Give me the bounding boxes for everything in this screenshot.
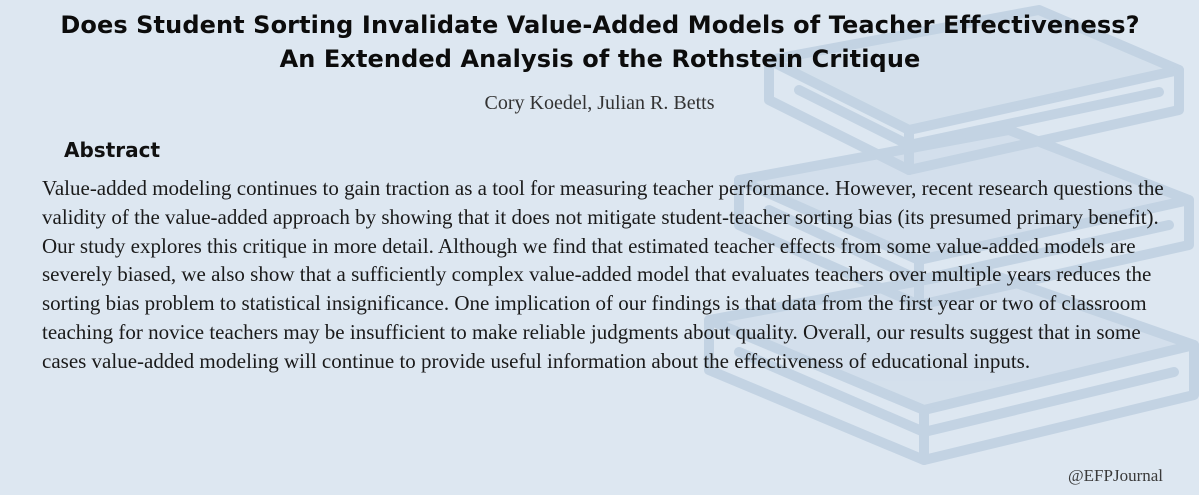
article-authors: Cory Koedel, Julian R. Betts: [484, 92, 715, 114]
abstract-heading: Abstract: [64, 138, 161, 162]
abstract-text: Value-added modeling continues to gain traction as a tool for measuring teacher performance. However, recent research questions the validity of the value-added approach by showing that it does not mitigate student-teacher sorting bias (its presumed primary benefit). Our study explores this critique in more detail. Although we find that estimated teacher effects from some value-added models are severely biased, we also show that a sufficiently complex value-added model that evaluates teachers over multiple years reduces the sorting bias problem to statistical insignificance. One implication of our findings is that data from the first year or two of classroom teaching for novice teachers may be insufficient to make reliable judgments about quality. Overall, our results suggest that in some cases value-added modeling will continue to provide useful information about the effectiveness of educational inputs.: [42, 176, 1164, 373]
journal-handle: @EFPJournal: [1068, 466, 1163, 485]
article-title: Does Student Sorting Invalidate Value-Added Models of Teacher Effectiveness? An Extended Analysis of the Rothstein Critique: [60, 11, 1140, 73]
